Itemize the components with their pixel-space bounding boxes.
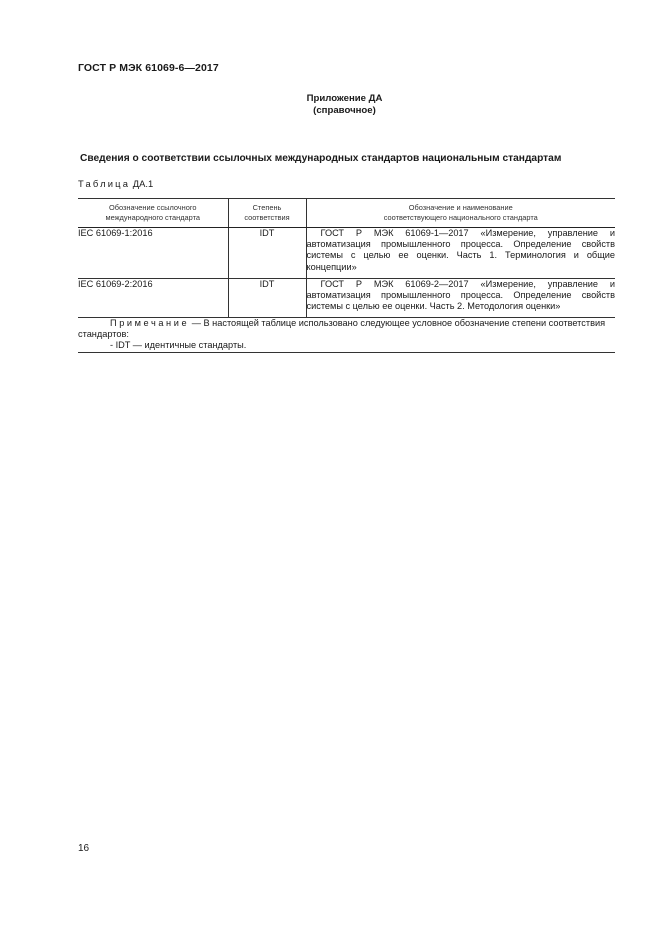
correspondence-table xyxy=(78,198,615,353)
header-degree xyxy=(228,199,306,228)
note-list-item: - IDT — идентичные стандарты. xyxy=(110,340,247,351)
table-note-row xyxy=(78,318,615,353)
note-text-block xyxy=(78,318,615,340)
header-degree-line2: соответствия xyxy=(244,213,290,222)
degree-cell: IDT xyxy=(228,228,306,279)
annex-subtitle: (справочное) xyxy=(313,105,376,116)
degree-cell: IDT xyxy=(228,279,306,318)
header-intl-standard-line2: международного стандарта xyxy=(105,213,200,222)
header-intl-standard xyxy=(78,199,228,228)
note-text: — В настоящей таблице использовано следующее условное обозначение степени соответствия стандартов: xyxy=(78,318,606,340)
table-row xyxy=(78,279,615,318)
header-intl-standard-line1: Обозначение ссылочного xyxy=(109,202,197,212)
header-national-standard xyxy=(306,199,615,228)
page-number: 16 xyxy=(78,843,90,854)
table-caption-number: ДА.1 xyxy=(132,178,154,189)
national-standard-cell: ГОСТ Р МЭК 61069-2—2017 «Измерение, управление и автоматизация промышленного процесса. Определение свойств системы с целью ее оценки. Часть 2. Методология оценки» xyxy=(306,279,615,318)
national-standard-cell: ГОСТ Р МЭК 61069-1—2017 «Измерение, управление и автоматизация промышленного процесса. Определение свойств системы с целью ее оценки. Часть 1. Терминология и общие концепции» xyxy=(306,228,615,279)
header-degree-line1: Степень xyxy=(252,202,282,212)
header-national-standard-line1: Обозначение и наименование xyxy=(408,202,513,212)
header-national-standard-line2: соответствующего национального стандарта xyxy=(383,213,538,222)
section-title: Сведения о соответствии ссылочных международных стандартов национальным стандартам xyxy=(80,153,562,164)
table-caption-label: Таблица xyxy=(78,178,131,189)
table-header-row xyxy=(78,199,615,228)
note-label: Примечание xyxy=(110,318,190,328)
annex-title: Приложение ДА xyxy=(306,93,383,104)
intl-standard-cell: IEC 61069-1:2016 xyxy=(78,228,228,279)
document-header: ГОСТ Р МЭК 61069-6—2017 xyxy=(78,62,219,74)
table-note xyxy=(78,318,615,353)
table-row xyxy=(78,228,615,279)
table-caption xyxy=(78,178,153,189)
intl-standard-cell: IEC 61069-2:2016 xyxy=(78,279,228,318)
